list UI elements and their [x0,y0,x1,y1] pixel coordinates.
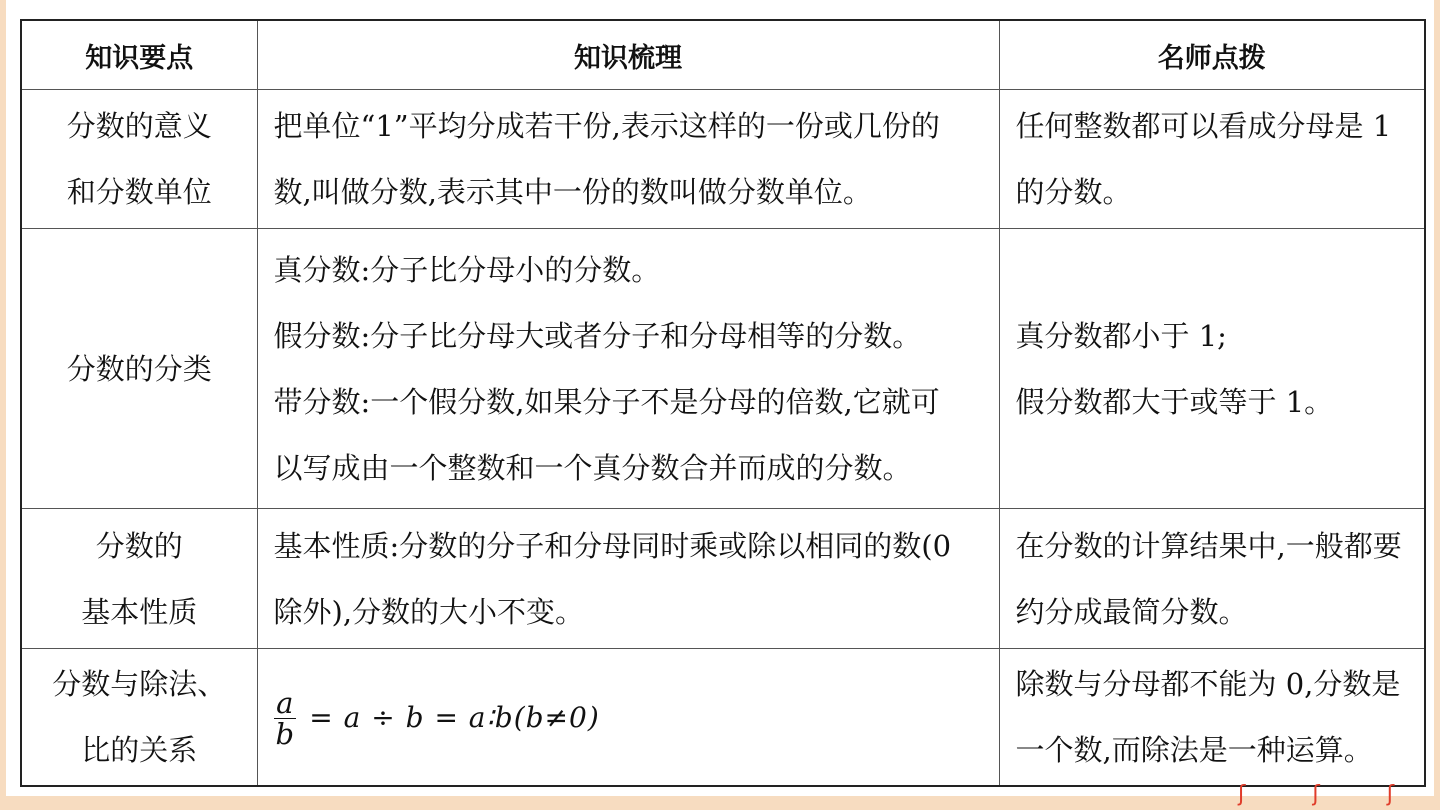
table-row [21,649,1425,787]
topic-line: 分数与除法、 [52,667,227,701]
tip-line: 约分成最简分数。 [1015,594,1248,629]
fraction [274,685,297,751]
content-cell [257,509,999,649]
tip-line: 的分数。 [1015,175,1132,209]
content-line: 真分数:分子比分母小的分数。 [273,252,661,287]
table-row [21,90,1425,229]
page [6,0,1434,796]
tip-cell [999,509,1425,649]
content-line: 把单位“1”平均分成若干份,表示这样的一份或几份的 [273,109,940,143]
formula [309,685,599,751]
fraction-denominator: b [275,716,295,751]
header-content: 知识梳理 [257,20,999,90]
topic-line: 分数的意义 [66,109,212,143]
header-tip: 名师点拨 [999,20,1425,90]
topic-line: 分数的分类 [66,351,212,386]
header-row [21,20,1425,90]
content-cell [257,649,999,787]
header-topic: 知识要点 [21,20,257,90]
tip-line: 在分数的计算结果中,一般都要 [1015,528,1402,563]
tip-line: 任何整数都可以看成分母是 1 [1015,109,1392,143]
topic-cell [21,229,257,509]
topic-cell [21,90,257,229]
topic-cell [21,509,257,649]
tip-line: 一个数,而除法是一种运算。 [1015,733,1373,767]
content-cell [257,90,999,229]
table-row [21,509,1425,649]
topic-line: 分数的 [95,528,183,563]
topic-line: 比的关系 [81,733,198,767]
fraction-numerator: a [274,688,297,719]
formula-expression: = a ÷ b = a∶b(b≠0) [309,701,600,734]
tip-line: 除数与分母都不能为 0,分数是 [1015,667,1401,701]
content-line: 基本性质:分数的分子和分母同时乘或除以相同的数(0 [273,528,952,563]
content-line: 数,叫做分数,表示其中一份的数叫做分数单位。 [273,175,872,209]
tip-line: 假分数都大于或等于 1。 [1015,384,1334,419]
table-row [21,229,1425,509]
tip-cell [999,229,1425,509]
knowledge-table [20,19,1426,787]
content-cell [257,229,999,509]
topic-cell [21,649,257,787]
tip-cell [999,649,1425,787]
content-line: 假分数:分子比分母大或者分子和分母相等的分数。 [273,318,922,353]
tip-line: 真分数都小于 1; [1015,318,1227,353]
tip-cell [999,90,1425,229]
content-line: 除外),分数的大小不变。 [273,594,585,629]
content-line: 以写成由一个整数和一个真分数合并而成的分数。 [273,450,912,485]
decorative-marks: ʃ ʃ ʃ [1238,782,1425,807]
content-line: 带分数:一个假分数,如果分子不是分母的倍数,它就可 [273,384,940,419]
topic-line: 基本性质 [81,594,198,629]
topic-line: 和分数单位 [66,175,212,209]
